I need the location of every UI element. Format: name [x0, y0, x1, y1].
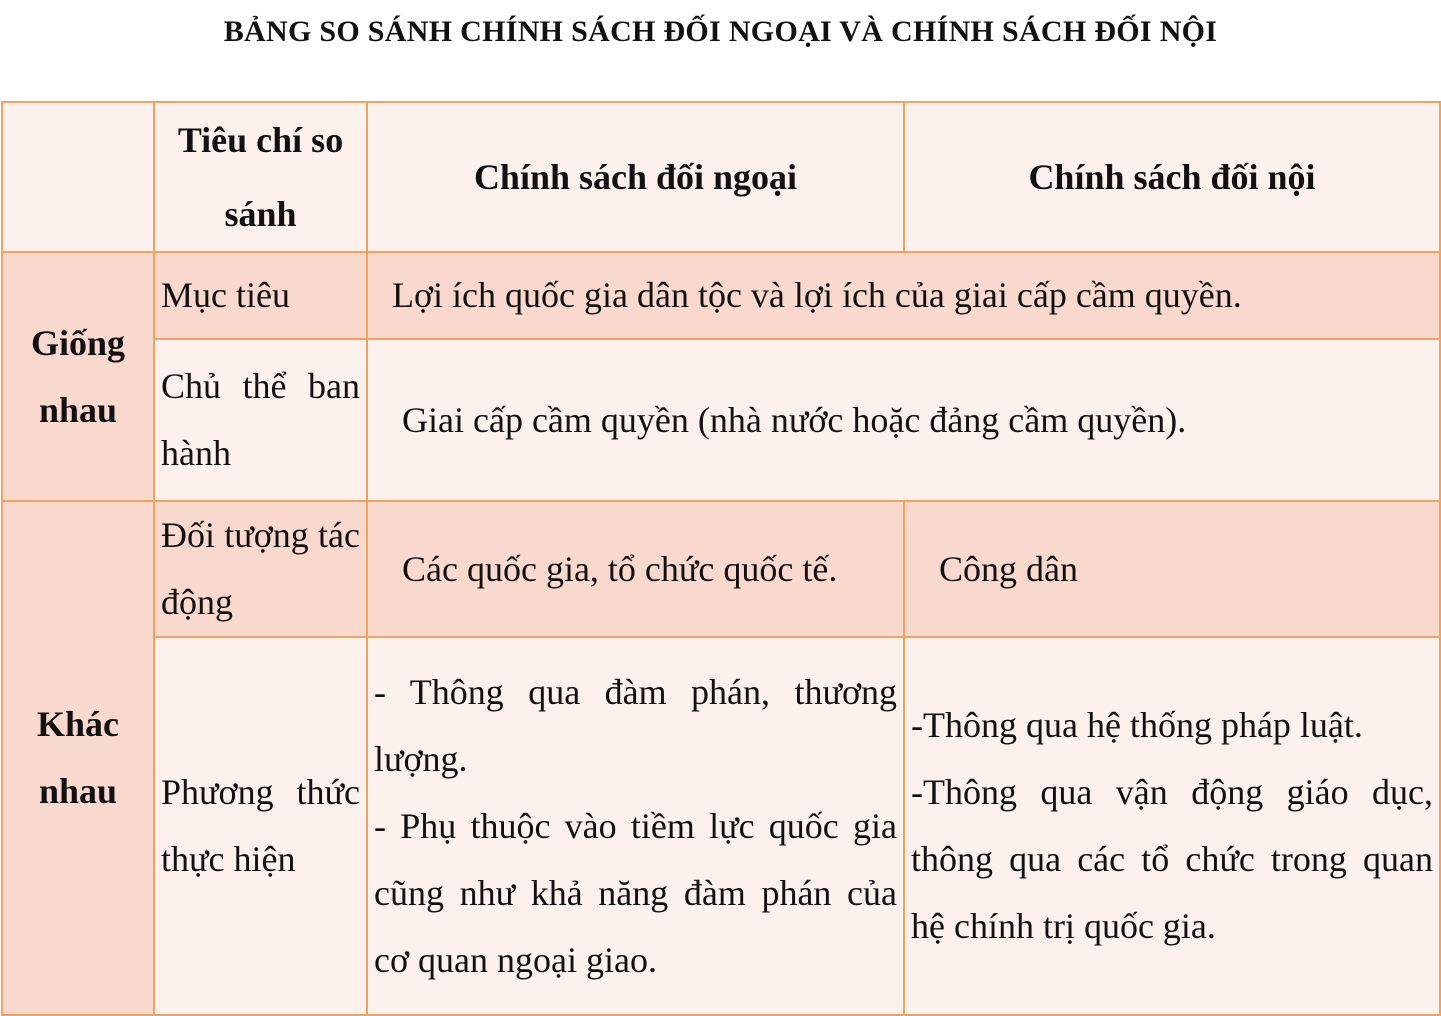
domestic-method-line: -Thông qua vận động giáo dục, thông qua các tổ chức trong quan hệ chính trị quốc gia.: [911, 772, 1433, 946]
table-row-target: [2, 501, 1440, 637]
criterion-issuer: Chủ thể ban hành: [154, 339, 367, 501]
foreign-method-line: - Phụ thuộc vào tiềm lực quốc gia cũng như khả năng đàm phán của cơ quan ngoại giao.: [374, 805, 897, 980]
table-row-issuer: [2, 339, 1440, 501]
table-header-row: [2, 102, 1440, 252]
header-empty-cell: [2, 102, 154, 252]
group-different: Khác nhau: [2, 501, 154, 1015]
table-row-goal: [2, 252, 1440, 339]
comparison-table: [1, 101, 1441, 1016]
criterion-method: Phương thức thực hiện: [154, 637, 367, 1015]
criterion-target: Đối tượng tác động: [154, 501, 367, 637]
shared-issuer: Giai cấp cầm quyền (nhà nước hoặc đảng cầm quyền).: [367, 339, 1440, 501]
criterion-goal: Mục tiêu: [154, 252, 367, 339]
shared-goal: Lợi ích quốc gia dân tộc và lợi ích của giai cấp cầm quyền.: [367, 252, 1440, 339]
header-foreign-policy: Chính sách đối ngoại: [367, 102, 904, 252]
foreign-target: Các quốc gia, tổ chức quốc tế.: [367, 501, 904, 637]
table-row-method: [2, 637, 1440, 1015]
domestic-method-line: -Thông qua hệ thống pháp luật.: [911, 705, 1363, 745]
foreign-method-line: - Thông qua đàm phán, thương lượng.: [374, 671, 897, 779]
header-criteria: Tiêu chí so sánh: [154, 102, 367, 252]
page-title: BẢNG SO SÁNH CHÍNH SÁCH ĐỐI NGOẠI VÀ CHÍNH SÁCH ĐỐI NỘI: [223, 15, 1218, 48]
domestic-method: [904, 637, 1440, 1015]
header-domestic-policy: Chính sách đối nội: [904, 102, 1440, 252]
foreign-method: [367, 637, 904, 1015]
domestic-target: Công dân: [904, 501, 1440, 637]
group-similar: Giống nhau: [2, 252, 154, 501]
